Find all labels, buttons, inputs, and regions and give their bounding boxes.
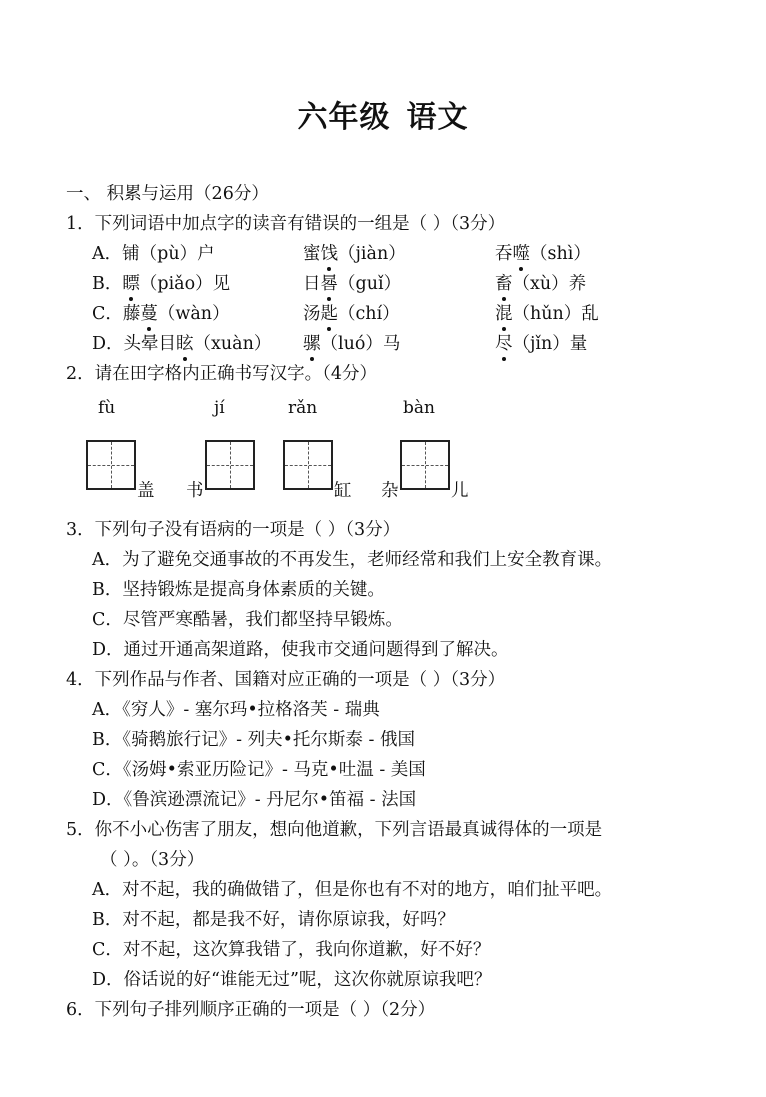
q4-option-c: C．《汤姆•索亚历险记》- 马克•吐温 - 美国 [92,760,426,780]
q3-option-c: C．尽管严寒酷暑，我们都坚持早锻炼。 [92,610,403,630]
question-2-stem: 2．请在田字格内正确书写汉字。（4分） [66,364,378,384]
q1-option-a-word3: 吞噬（shì） [495,244,591,264]
tianzige-box[interactable] [400,440,450,490]
q3-option-d: D．通过开通高架道路，使我市交通问题得到了解决。 [92,640,509,660]
grid-char: 杂 [381,481,399,501]
section-heading: 一、 积累与运用（26分） [66,184,269,204]
question-5-stem: 5．你不小心伤害了朋友，想向他道歉，下列言语最真诚得体的一项是 [66,820,603,840]
q1-option-d: D．头晕目眩（xuàn） [92,334,272,354]
q4-option-a: A．《穷人》- 塞尔玛•拉格洛芙 - 瑞典 [92,700,380,720]
question-1-stem: 1．下列词语中加点字的读音有错误的一组是（ ）（3分） [66,214,506,234]
grid-char: 儿 [451,481,469,501]
pinyin-label: fù [98,398,116,418]
q1-option-a-word2: 蜜饯（jiàn） [303,244,406,264]
title-grade: 六年级 [297,100,391,135]
grid-char: 书 [186,481,204,501]
q1-option-b-word2: 日晷（guǐ） [303,274,402,294]
q3-option-a: A．为了避免交通事故的不再发生，老师经常和我们上安全教育课。 [92,550,613,570]
q1-option-a: A．铺（pù）户 [92,244,215,264]
q1-option-c-word3: 混（hǔn）乱 [495,304,599,324]
q5-option-b: B．对不起，都是我不好，请你原谅我，好吗？ [92,910,455,930]
question-6-stem: 6．下列句子排列顺序正确的一项是（ ）（2分） [66,1000,436,1020]
pinyin-label: rǎn [288,398,318,418]
q4-option-b: B．《骑鹅旅行记》- 列夫•托尔斯泰 - 俄国 [92,730,415,750]
q5-option-c: C．对不起，这次算我错了，我向你道歉，好不好？ [92,940,491,960]
q1-option-c: C．藤蔓（wàn） [92,304,230,324]
q1-option-b-word3: 畜（xù）养 [495,274,587,294]
page-title [0,92,766,136]
q1-option-d-word2: 骡（luó）马 [303,334,401,354]
q5-option-a: A．对不起，我的确做错了，但是你也有不对的地方，咱们扯平吧。 [92,880,613,900]
question-5-stem-cont: （ ）。（3分） [100,850,205,870]
grid-char: 缸 [334,481,352,501]
tianzige-box[interactable] [205,440,255,490]
q4-option-d: D．《鲁滨逊漂流记》- 丹尼尔•笛福 - 法国 [92,790,417,810]
title-subject: 语文 [406,100,469,135]
grid-char: 盖 [137,481,155,501]
pinyin-label: jí [214,398,225,418]
question-3-stem: 3．下列句子没有语病的一项是（ ）（3分） [66,520,401,540]
q3-option-b: B．坚持锻炼是提高身体素质的关键。 [92,580,385,600]
q1-option-d-word3: 尽（jǐn）量 [495,334,588,354]
q1-option-b: B．瞟（piǎo）见 [92,274,231,294]
q1-option-c-word2: 汤匙（chí） [303,304,400,324]
tianzige-box[interactable] [86,440,136,490]
tianzige-box[interactable] [283,440,333,490]
question-4-stem: 4．下列作品与作者、国籍对应正确的一项是（ ）（3分） [66,670,506,690]
q5-option-d: D．俗话说的好“谁能无过”呢，这次你就原谅我吧？ [92,970,492,990]
pinyin-label: bàn [403,398,435,418]
